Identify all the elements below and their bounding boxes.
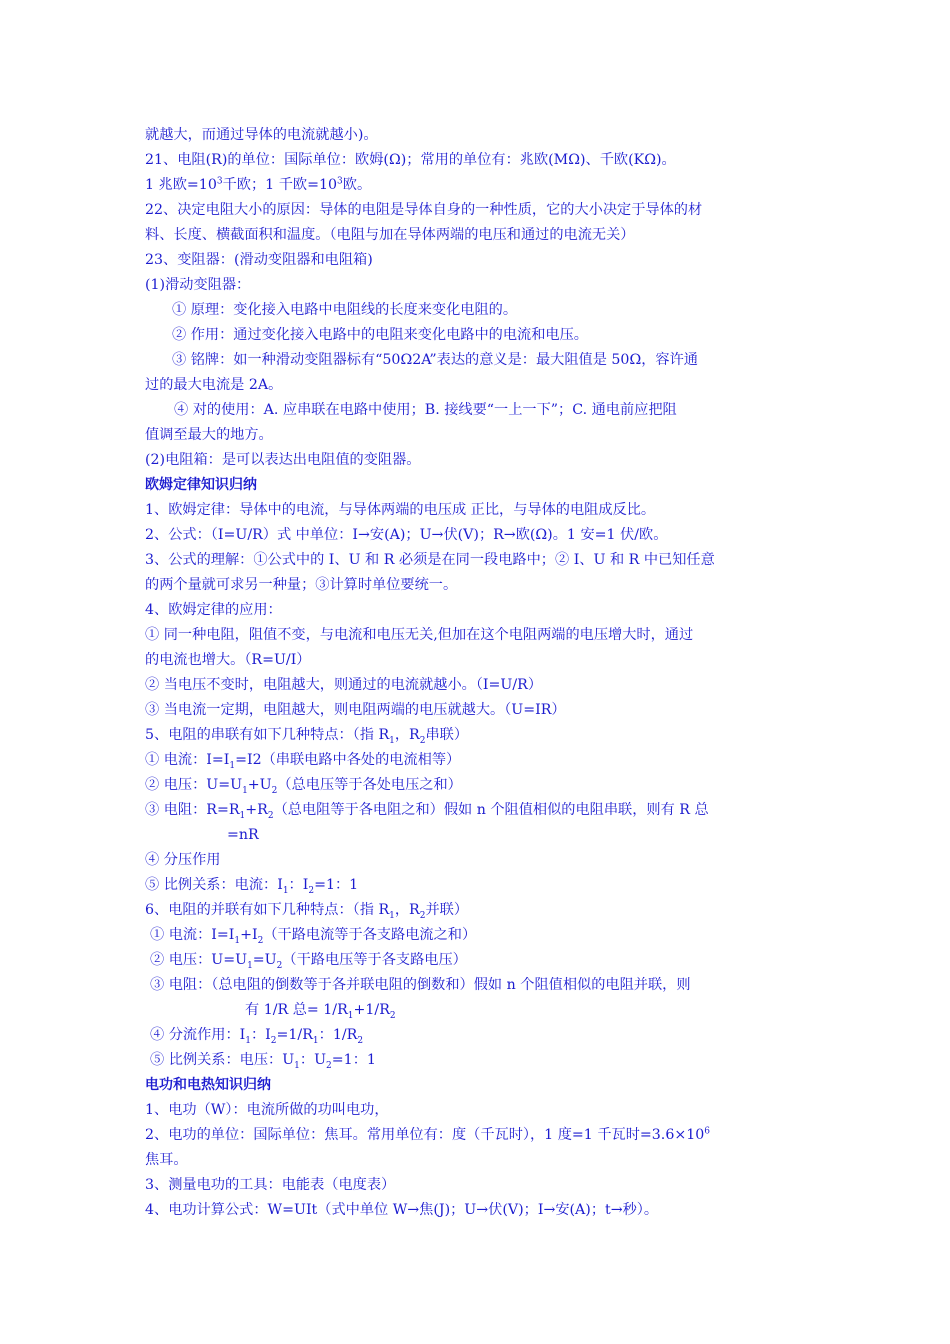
- text-line: 22、决定电阻大小的原因：导体的电阻是导体自身的一种性质，它的大小决定于导体的材: [145, 202, 703, 218]
- text-line: 值调至最大的地方。: [145, 427, 273, 443]
- text-line: 2、公式：（I=U/R）式 中单位：I→安(A)；U→伏(V)；R→欧(Ω)。1 安=1 伏/欧。: [145, 527, 668, 543]
- text-line: ② 电压：$U=U_1+U_2$（总电压等于各处电压之和）: [145, 777, 462, 796]
- text-line: 4、欧姆定律的应用：: [145, 602, 282, 618]
- section-heading: 电功和电热知识归纳: [145, 1077, 271, 1093]
- text-line: 5、电阻的串联有如下几种特点：（指 $R_1$，$R_2$串联）: [145, 727, 469, 746]
- text-line: ④ 分压作用: [145, 852, 221, 868]
- text-line: 焦耳。: [145, 1152, 188, 1168]
- text-line: ④ 分流作用：$I_1$：$I_2=1/R_1$：$1/R_2$: [150, 1027, 364, 1046]
- text-line: ① 电流：$I=I_1=I2$（串联电路中各处的电流相等）: [145, 752, 461, 771]
- text-line: ① 原理：变化接入电路中电阻线的长度来变化电阻的。: [172, 302, 518, 318]
- text-line: ② 当电压不变时，电阻越大，则通过的电流就越小。（I=U/R）: [145, 677, 543, 693]
- text-line: 料、长度、横截面积和温度。（电阻与加在导体两端的电压和通过的电流无关）: [145, 227, 635, 243]
- text-line: 3、公式的理解：①公式中的 I、U 和 R 必须是在同一段电路中；② I、U 和 R 中已知任意: [145, 552, 715, 568]
- text-line: ② 作用：通过变化接入电路中的电阻来变化电路中的电流和电压。: [172, 327, 588, 343]
- text-line: 的电流也增大。（R=U/I）: [145, 652, 311, 668]
- text-line: 21、电阻(R)的单位：国际单位：欧姆(Ω)；常用的单位有：兆欧(MΩ)、千欧(KΩ)。: [145, 152, 676, 168]
- text-line: 就越大，而通过导体的电流就越小)。: [145, 127, 378, 143]
- text-line: (1)滑动变阻器：: [145, 277, 251, 293]
- text-line: 4、电功计算公式：W=UIt（式中单位 W→焦(J)；U→伏(V)；I→安(A)；t→秒）。: [145, 1202, 659, 1218]
- text-line: 6、电阻的并联有如下几种特点：（指 $R_1$，$R_2$并联）: [145, 902, 469, 921]
- text-line: ① 同一种电阻，阻值不变，与电流和电压无关,但加在这个电阻两端的电压增大时，通过: [145, 627, 694, 643]
- text-line: ③ 铭牌：如一种滑动变阻器标有“50Ω2A”表达的意义是：最大阻值是 50Ω，容许通: [172, 352, 698, 368]
- text-line: ⑤ 比例关系：电压：$U_1$：$U_2=1$：1: [150, 1052, 376, 1071]
- text-line: 3、测量电功的工具：电能表（电度表）: [145, 1177, 396, 1193]
- text-line: 1、电功（W）：电流所做的功叫电功，: [145, 1102, 389, 1118]
- text-line: 过的最大电流是 2A。: [145, 377, 283, 393]
- text-line: 的两个量就可求另一种量；③计算时单位要统一。: [145, 577, 458, 593]
- text-line: ① 电流：$I=I_1+I_2$（干路电流等于各支路电流之和）: [150, 927, 477, 946]
- text-line: ⑤ 比例关系：电流：$I_1$：$I_2=1$：1: [145, 877, 359, 896]
- text-line: ③ 电阻：$R=R_1+R_2$（总电阻等于各电阻之和）假如 n 个阻值相似的电阻串联，则有 R 总: [145, 802, 709, 821]
- text-line: 23、变阻器：(滑动变阻器和电阻箱): [145, 252, 373, 268]
- text-line: 1、欧姆定律：导体中的电流，与导体两端的电压成 正比，与导体的电阻成反比。: [145, 502, 656, 518]
- text-line: ③ 电阻：（总电阻的倒数等于各并联电阻的倒数和）假如 n 个阻值相似的电阻并联，则: [150, 977, 691, 993]
- section-heading: 欧姆定律知识归纳: [145, 477, 257, 493]
- text-line: 有 1/R 总= $1/R_1+1/R_2$: [245, 1002, 396, 1021]
- text-line: 2、电功的单位：国际单位：焦耳。常用单位有：度（千瓦时），1 度=1 千瓦时$=3.6\times 10^6$: [145, 1126, 711, 1143]
- text-line: 1 兆欧$=10^3$千欧；1 千欧$=10^3$欧。: [145, 176, 372, 193]
- text-line: (2)电阻箱：是可以表达出电阻值的变阻器。: [145, 452, 421, 468]
- text-line: ③ 当电流一定期，电阻越大，则电阻两端的电压就越大。（U=IR）: [145, 702, 566, 718]
- text-line: ④ 对的使用：A. 应串联在电路中使用；B. 接线要“一上一下”；C. 通电前应把阻: [174, 402, 677, 418]
- text-line: =nR: [227, 827, 259, 843]
- text-line: ② 电压：$U=U_1=U_2$（干路电压等于各支路电压）: [150, 952, 467, 971]
